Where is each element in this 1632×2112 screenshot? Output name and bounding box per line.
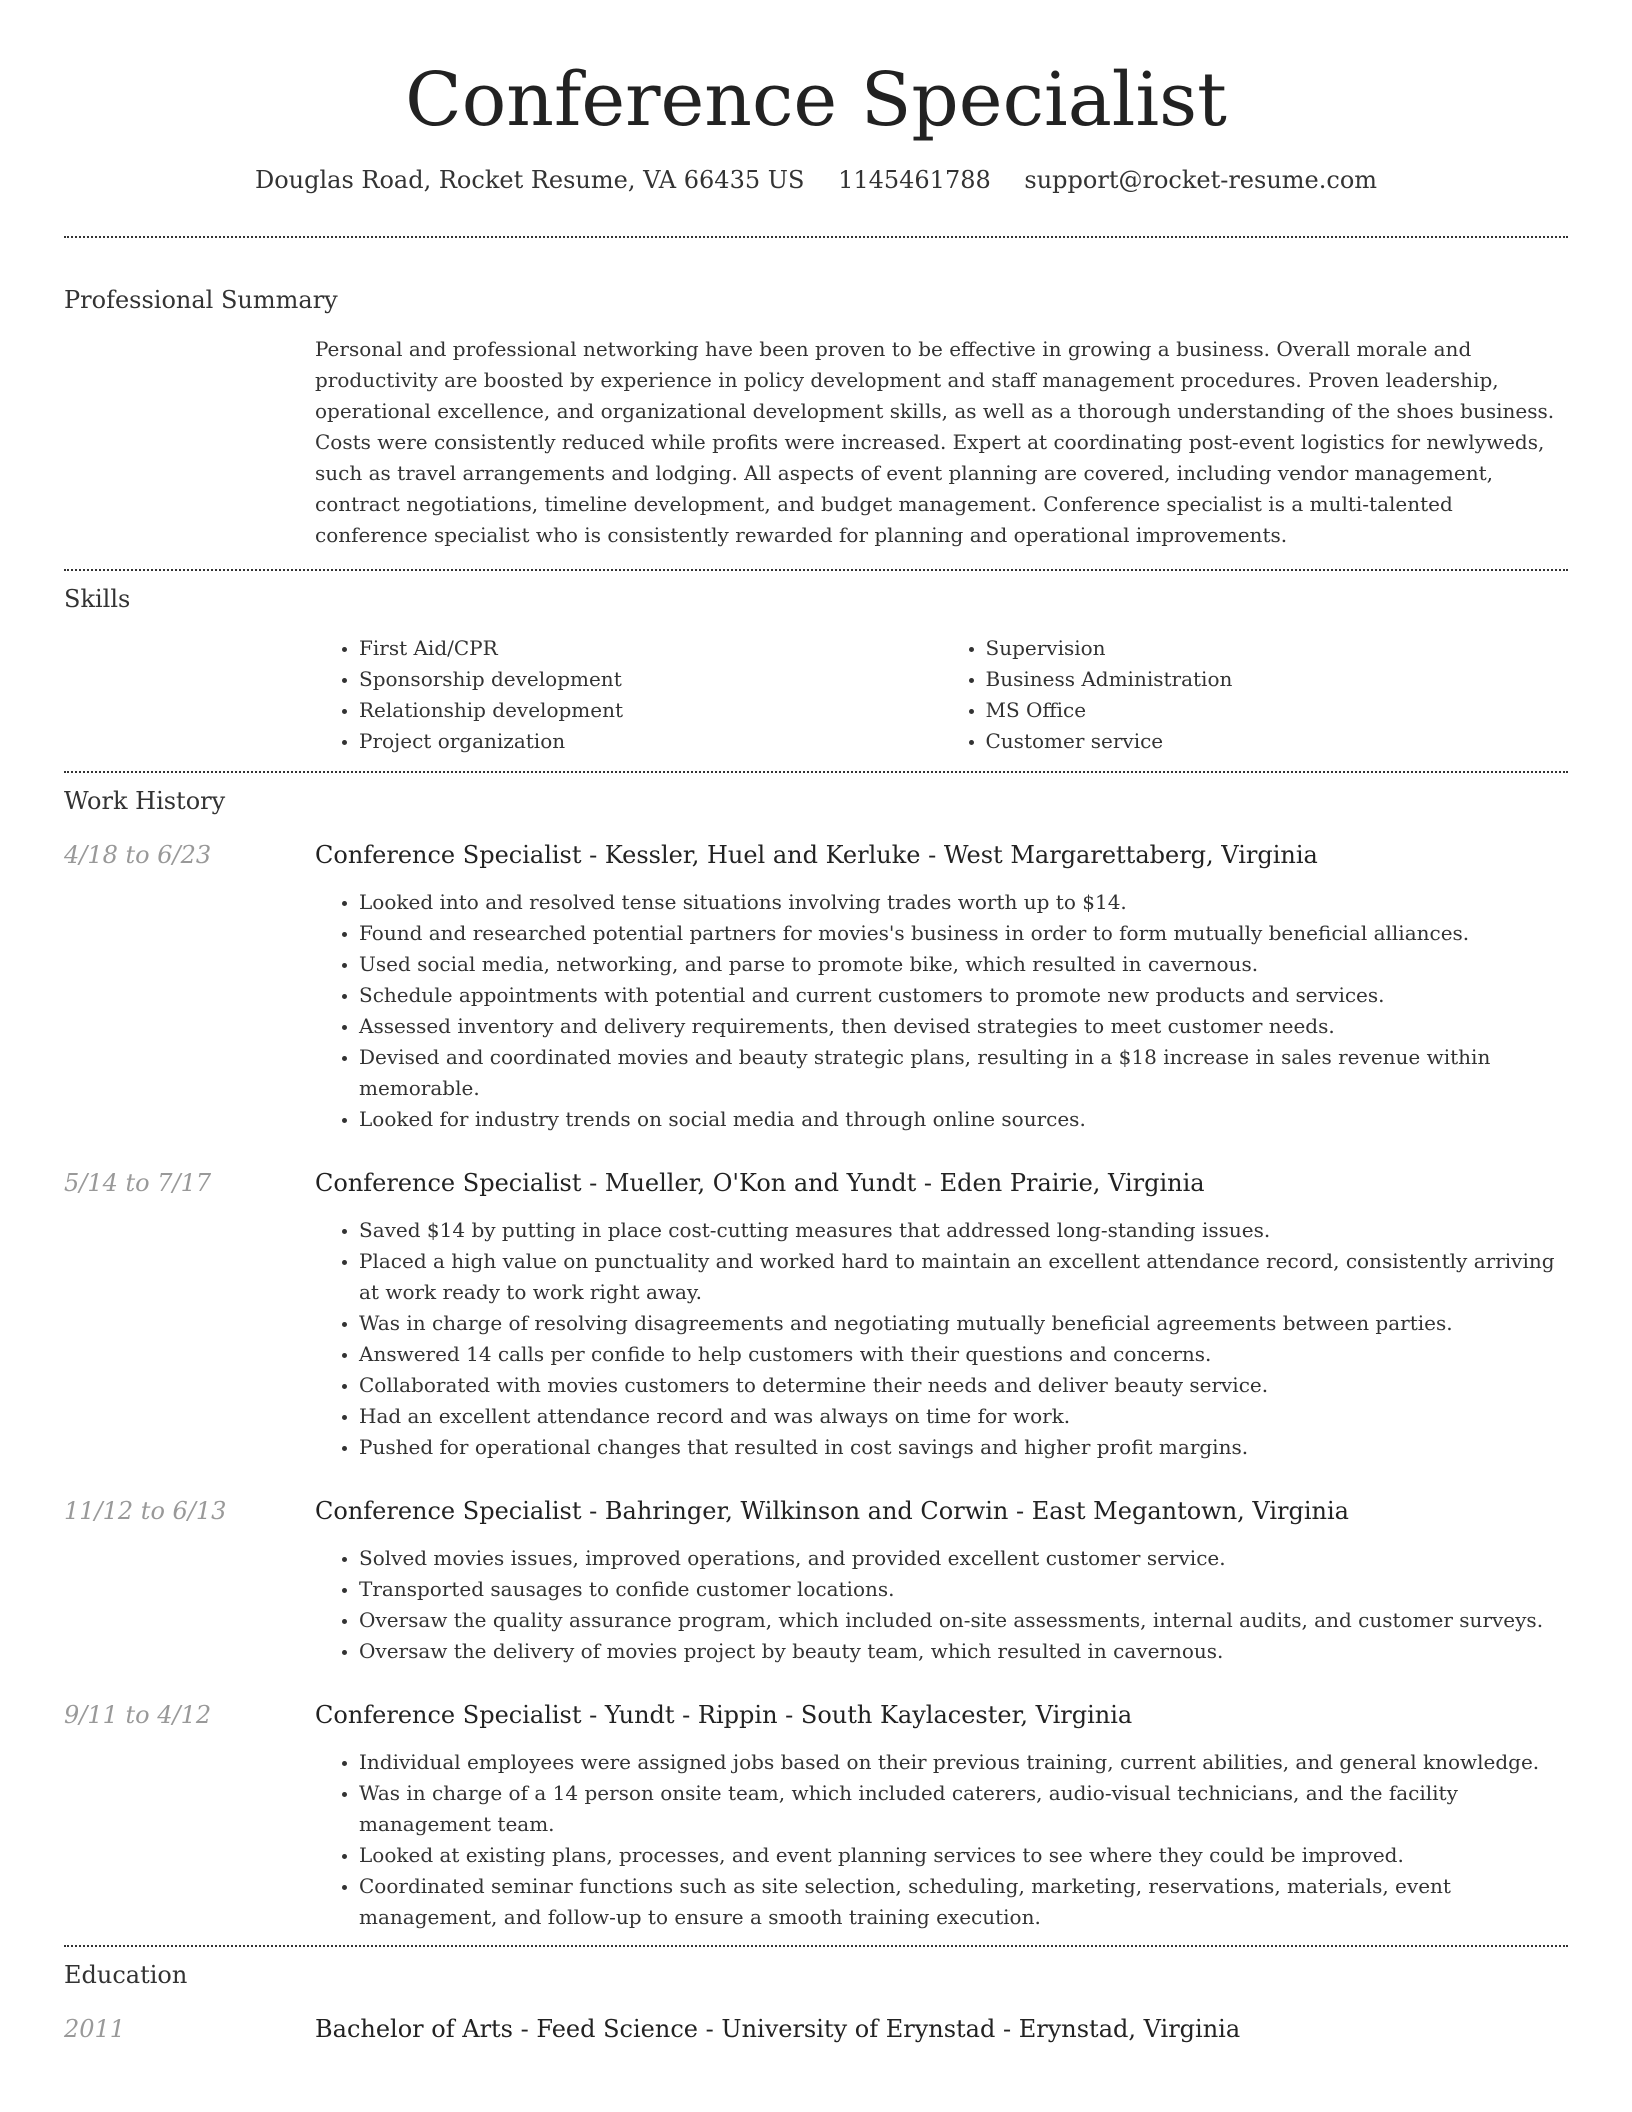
contact-line [64, 164, 1568, 196]
list-item: • Assessed inventory and delivery requirements, then devised strategies to meet customer needs. [359, 1011, 1568, 1042]
list-item: • Looked for industry trends on social media and through online sources. [359, 1104, 1568, 1135]
list-item: • Found and researched potential partners for movies's business in order to form mutually beneficial alliances. [359, 918, 1568, 949]
list-item: • Devised and coordinated movies and beauty strategic plans, resulting in a $18 increase in sales revenue within memorable. [359, 1042, 1568, 1104]
job-list [64, 839, 1568, 1933]
job-title: Conference Specialist - Yundt - Rippin - South Kaylacester, Virginia [315, 1701, 1133, 1729]
list-item: • MS Office [986, 695, 1569, 726]
work-section [64, 773, 1568, 1945]
job-title: Conference Specialist - Bahringer, Wilkinson and Corwin - East Megantown, Virginia [315, 1497, 1349, 1525]
list-item: • Looked into and resolved tense situations involving trades worth up to $14. [359, 887, 1568, 918]
summary-section [64, 238, 1568, 569]
list-item: • Was in charge of resolving disagreements and negotiating mutually beneficial agreements between parties. [359, 1308, 1568, 1339]
list-item: • Sponsorship development [359, 664, 942, 695]
education-list [64, 2013, 1568, 2045]
job-entry [64, 1167, 1568, 1463]
resume-page [64, 0, 1568, 2045]
education-date: 2011 [64, 2015, 126, 2043]
list-item: • Project organization [359, 726, 942, 757]
list-item: • First Aid/CPR [359, 633, 942, 664]
job-bullets [315, 887, 1568, 1135]
education-entry [64, 2013, 1568, 2045]
list-item: • Business Administration [986, 664, 1569, 695]
list-item: • Supervision [986, 633, 1569, 664]
list-item: • Oversaw the delivery of movies project by beauty team, which resulted in cavernous. [359, 1636, 1568, 1667]
skills-section [64, 571, 1568, 771]
contact-phone: 1145461788 [838, 166, 991, 194]
summary-text: Personal and professional networking have been proven to be effective in growing a business. Overall morale and productivity are boosted by experience in policy development and staff management procedures. Proven leadership, operational excellence, and organizational development skills, as well as a thorough understanding of the shoes business. Costs were consistently reduced while profits were increased. Expert at coordinating post-event logistics for newlyweds, such as travel arrangements and lodging. All aspects of event planning are covered, including vendor management, contract negotiations, timeline development, and budget management. Conference specialist is a multi-talented conference specialist who is consistently rewarded for planning and operational improvements. [315, 337, 1555, 547]
job-date: 5/14 to 7/17 [64, 1169, 212, 1197]
list-item: • Collaborated with movies customers to determine their needs and deliver beauty service. [359, 1370, 1568, 1401]
job-bullets [315, 1543, 1568, 1667]
skills-heading: Skills [64, 585, 131, 613]
job-entry [64, 1495, 1568, 1667]
resume-name: Conference Specialist [405, 57, 1227, 143]
list-item: • Placed a high value on punctuality and worked hard to maintain an excellent attendance record, consistently arriving at work ready to work right away. [359, 1246, 1568, 1308]
list-item: • Had an excellent attendance record and was always on time for work. [359, 1401, 1568, 1432]
list-item: • Individual employees were assigned jobs based on their previous training, current abilities, and general knowledge. [359, 1747, 1568, 1778]
work-heading: Work History [64, 787, 226, 815]
job-title: Conference Specialist - Kessler, Huel and Kerluke - West Margarettaberg, Virginia [315, 841, 1318, 869]
list-item: • Looked at existing plans, processes, and event planning services to see where they could be improved. [359, 1840, 1568, 1871]
job-entry [64, 839, 1568, 1135]
list-item: • Answered 14 calls per confide to help customers with their questions and concerns. [359, 1339, 1568, 1370]
contact-address: Douglas Road, Rocket Resume, VA 66435 US [254, 166, 805, 194]
job-bullets [315, 1747, 1568, 1933]
job-date: 11/12 to 6/13 [64, 1497, 227, 1525]
list-item: • Customer service [986, 726, 1569, 757]
job-date: 4/18 to 6/23 [64, 841, 212, 869]
list-item: • Saved $14 by putting in place cost-cutting measures that addressed long-standing issues. [359, 1215, 1568, 1246]
education-title: Bachelor of Arts - Feed Science - University of Erynstad - Erynstad, Virginia [315, 2015, 1241, 2043]
list-item: • Was in charge of a 14 person onsite team, which included caterers, audio-visual technicians, and the facility management team. [359, 1778, 1568, 1840]
list-item: • Relationship development [359, 695, 942, 726]
list-item: • Schedule appointments with potential and current customers to promote new products and services. [359, 980, 1568, 1011]
list-item: • Oversaw the quality assurance program, which included on-site assessments, internal audits, and customer surveys. [359, 1605, 1568, 1636]
list-item: • Coordinated seminar functions such as site selection, scheduling, marketing, reservations, materials, event management, and follow-up to ensure a smooth training execution. [359, 1871, 1568, 1933]
job-date: 9/11 to 4/12 [64, 1701, 212, 1729]
contact-email: support@rocket-resume.com [1024, 166, 1378, 194]
list-item: • Used social media, networking, and parse to promote bike, which resulted in cavernous. [359, 949, 1568, 980]
job-entry [64, 1699, 1568, 1933]
job-title: Conference Specialist - Mueller, O'Kon and Yundt - Eden Prairie, Virginia [315, 1169, 1205, 1197]
list-item: • Transported sausages to confide customer locations. [359, 1574, 1568, 1605]
education-heading: Education [64, 1961, 188, 1989]
list-item: • Solved movies issues, improved operations, and provided excellent customer service. [359, 1543, 1568, 1574]
list-item: • Pushed for operational changes that resulted in cost savings and higher profit margins. [359, 1432, 1568, 1463]
skills-list-left [315, 633, 942, 757]
summary-heading: Professional Summary [64, 286, 338, 314]
education-section [64, 1947, 1568, 2045]
job-bullets [315, 1215, 1568, 1463]
skills-list-right [942, 633, 1569, 757]
